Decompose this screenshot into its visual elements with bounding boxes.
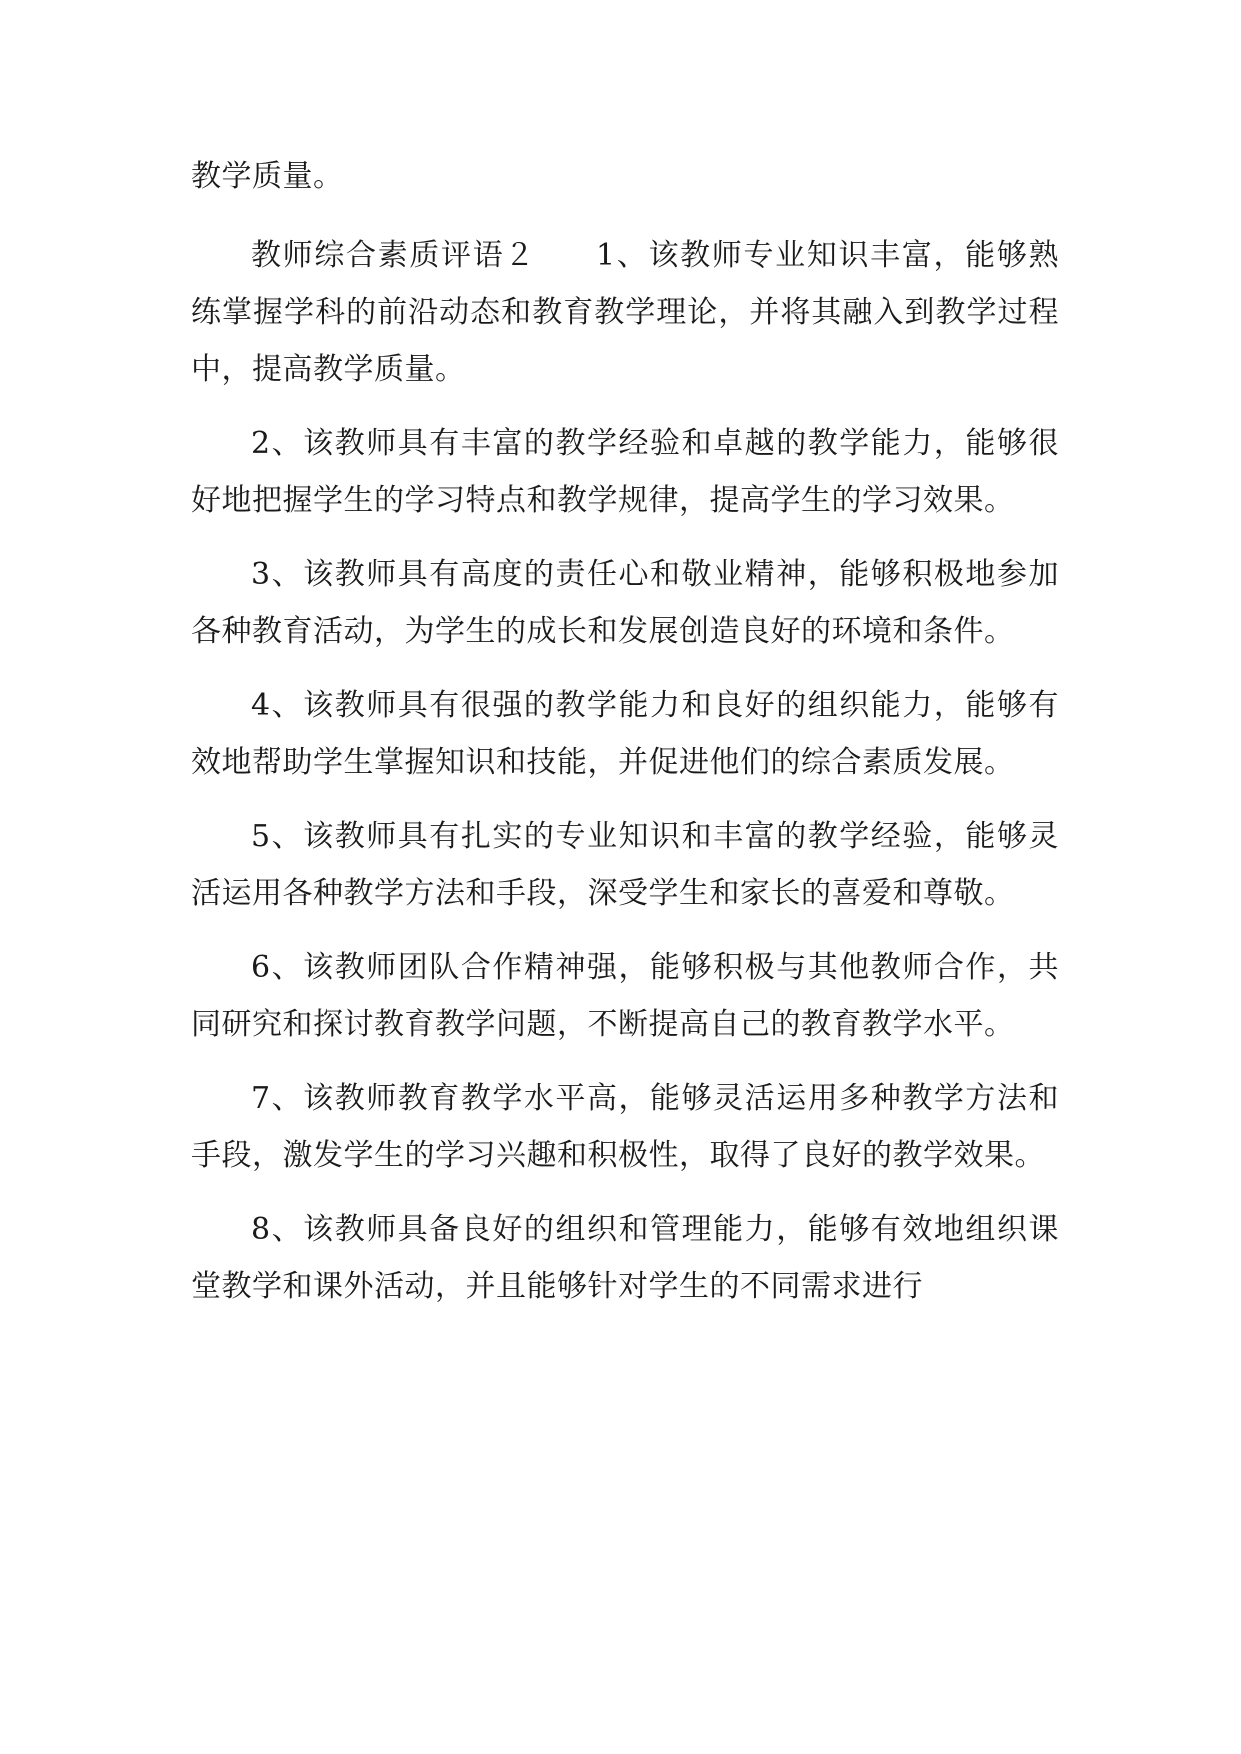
paragraph-item-2: 2、该教师具有丰富的教学经验和卓越的教学能力，能够很好地把握学生的学习特点和教学规律，提高学生的学习效果。 — [191, 426, 1059, 518]
paragraph-item-4: 4、该教师具有很强的教学能力和良好的组织能力，能够有效地帮助学生掌握知识和技能，并促进他们的综合素质发展。 — [191, 688, 1059, 780]
paragraph-item-6: 6、该教师团队合作精神强，能够积极与其他教师合作，共同研究和探讨教育教学问题，不断提高自己的教育教学水平。 — [191, 950, 1059, 1042]
paragraph-item-8: 8、该教师具备良好的组织和管理能力，能够有效地组织课堂教学和课外活动，并且能够针对学生的不同需求进行 — [191, 1212, 1059, 1304]
item-1-text: 1、该教师专业知识丰富，能够熟练掌握学科的前沿动态和教育教学理论，并将其融入到教学过程中，提高教学质量。 — [191, 238, 1059, 387]
document-body — [191, 148, 1059, 1332]
paragraph-opening-tail: 教学质量。 — [191, 159, 344, 194]
paragraph-item-7: 7、该教师教育教学水平高，能够灵活运用多种教学方法和手段，激发学生的学习兴趣和积极性，取得了良好的教学效果。 — [191, 1081, 1059, 1173]
section-heading: 教师综合素质评语２ — [251, 238, 537, 273]
paragraph-item-5: 5、该教师具有扎实的专业知识和丰富的教学经验，能够灵活运用各种教学方法和手段，深受学生和家长的喜爱和尊敬。 — [191, 819, 1059, 911]
paragraph-item-3: 3、该教师具有高度的责任心和敬业精神，能够积极地参加各种教育活动，为学生的成长和发展创造良好的环境和条件。 — [191, 557, 1059, 649]
paragraph-item-1 — [191, 227, 1059, 398]
